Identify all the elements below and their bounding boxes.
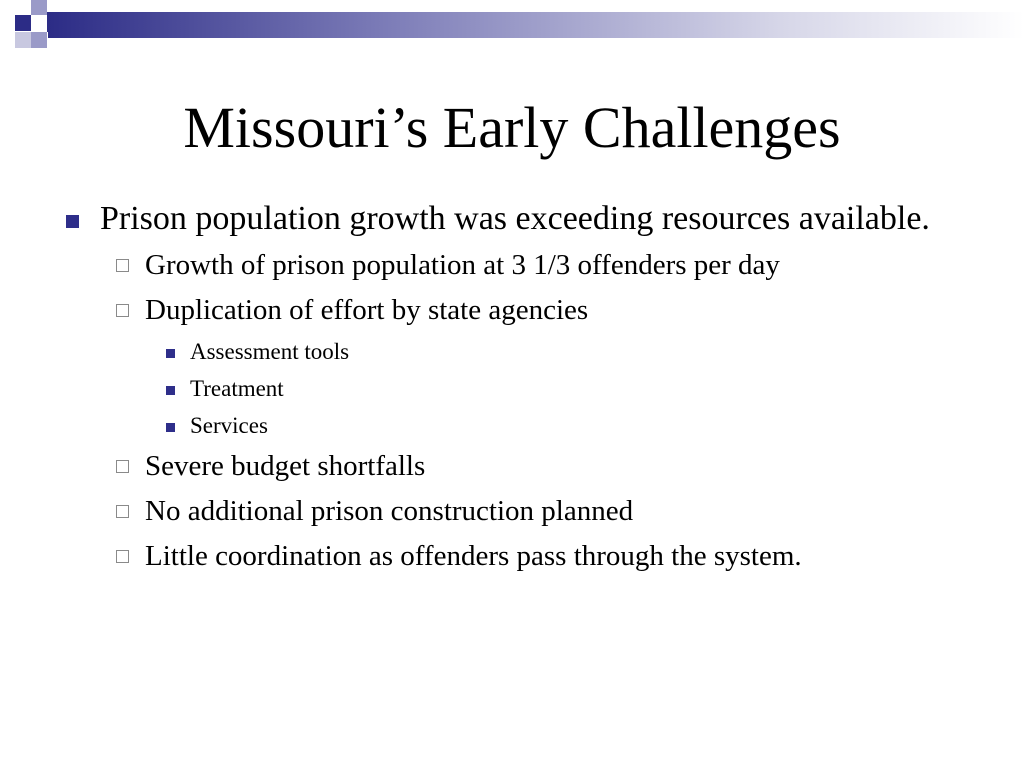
sub-sub-bullet-text: Treatment (190, 376, 284, 401)
sub-sub-bullet-item (166, 374, 962, 404)
hollow-square-icon (116, 550, 129, 563)
sub-bullet-text: Growth of prison population at 3 1/3 offenders per day (145, 249, 780, 281)
sub-bullet-item (116, 292, 962, 329)
solid-square-icon (66, 215, 79, 228)
decoration-square-4 (31, 32, 47, 48)
header-decoration (0, 0, 1024, 70)
sub-bullet-text: No additional prison construction planned (145, 495, 634, 527)
sub-bullet-item (116, 247, 962, 284)
slide-title: Missouri’s Early Challenges (183, 95, 841, 160)
decoration-square-1 (15, 15, 31, 31)
solid-square-icon (166, 386, 175, 395)
bullet-text: Prison population growth was exceeding resources available. (100, 200, 930, 237)
bullet-item (62, 196, 962, 241)
hollow-square-icon (116, 460, 129, 473)
solid-square-icon (166, 349, 175, 358)
sub-sub-bullet-item (166, 411, 962, 441)
sub-bullet-item (116, 448, 962, 485)
decoration-square-5 (15, 32, 31, 48)
solid-square-icon (166, 423, 175, 432)
sub-bullet-item (116, 493, 962, 530)
sub-bullet-text: Duplication of effort by state agencies (145, 294, 589, 326)
decoration-square-2 (31, 0, 47, 15)
hollow-square-icon (116, 505, 129, 518)
decoration-gradient-bar (48, 12, 1024, 38)
bullet-list (62, 196, 962, 583)
sub-bullet-item (116, 538, 962, 575)
hollow-square-icon (116, 259, 129, 272)
hollow-square-icon (116, 304, 129, 317)
sub-sub-bullet-text: Assessment tools (190, 339, 350, 364)
sub-sub-bullet-item (166, 337, 962, 367)
sub-bullet-text: Little coordination as offenders pass through the system. (145, 540, 802, 572)
sub-bullet-text: Severe budget shortfalls (145, 450, 426, 482)
sub-sub-bullet-text: Services (190, 413, 268, 438)
